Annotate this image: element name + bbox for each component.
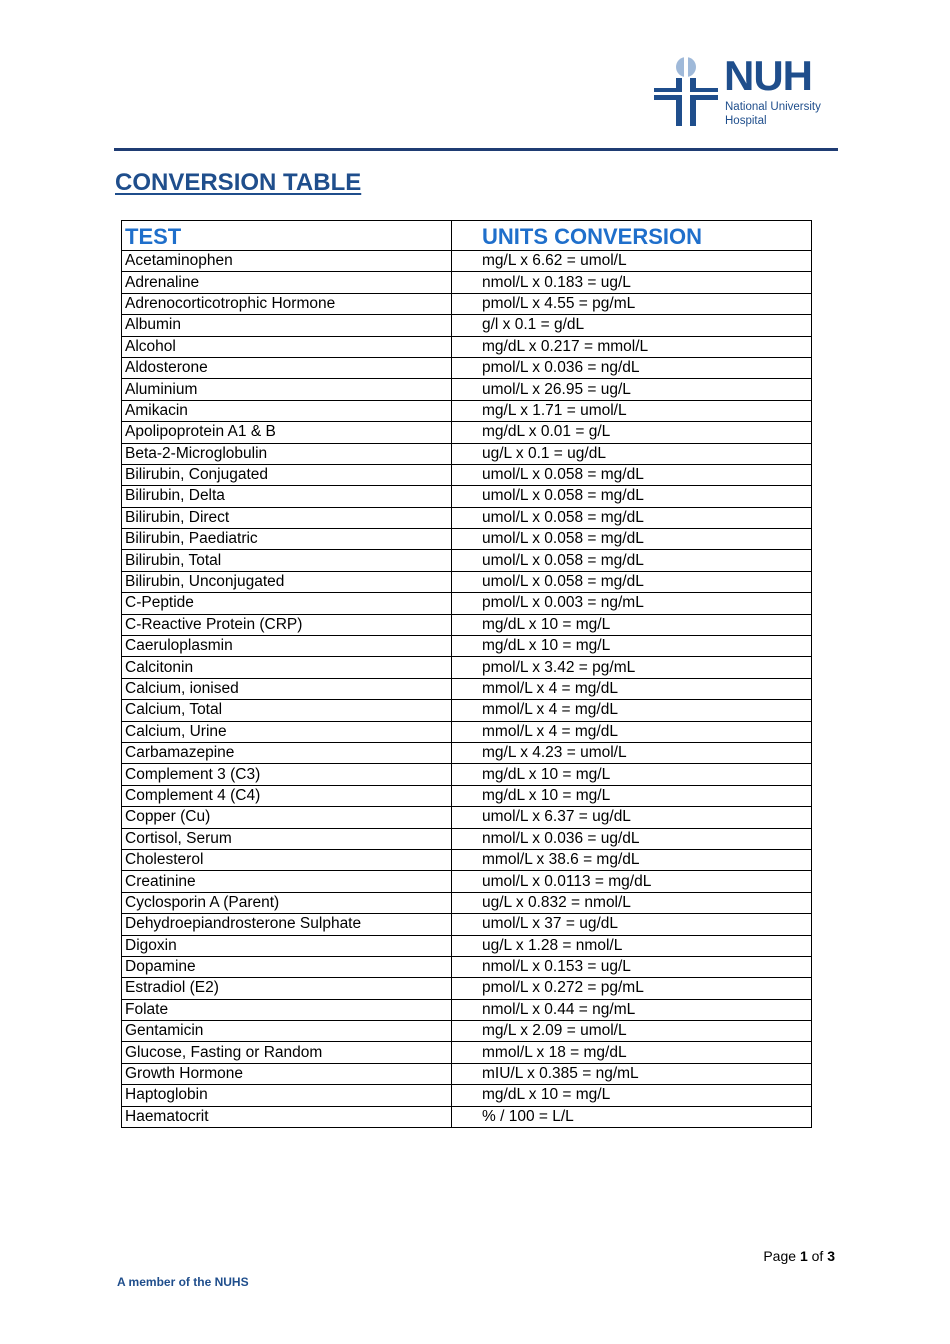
conversion-cell: umol/L x 0.058 = mg/dL (452, 550, 812, 571)
conversion-cell: % / 100 = L/L (452, 1106, 812, 1127)
test-name-cell: C-Peptide (122, 593, 452, 614)
conversion-cell: mg/L x 6.62 = umol/L (452, 251, 812, 272)
table-row (122, 486, 812, 507)
test-name-cell: Estradiol (E2) (122, 978, 452, 999)
table-row (122, 400, 812, 421)
conversion-cell: pmol/L x 0.036 = ng/dL (452, 357, 812, 378)
table-row (122, 914, 812, 935)
table-row (122, 678, 812, 699)
table-row (122, 507, 812, 528)
table-row (122, 892, 812, 913)
page-current: 1 (799, 1248, 808, 1264)
page-of: of (807, 1248, 828, 1264)
column-header-units-conversion: UNITS CONVERSION (452, 221, 812, 251)
conversion-cell: umol/L x 0.058 = mg/dL (452, 486, 812, 507)
table-row (122, 571, 812, 592)
test-name-cell: Albumin (122, 315, 452, 336)
test-name-cell: Complement 4 (C4) (122, 785, 452, 806)
conversion-cell: ug/L x 0.832 = nmol/L (452, 892, 812, 913)
test-name-cell: Complement 3 (C3) (122, 764, 452, 785)
conversion-cell: umol/L x 0.058 = mg/dL (452, 529, 812, 550)
table-row (122, 550, 812, 571)
test-name-cell: Bilirubin, Direct (122, 507, 452, 528)
table-body (122, 251, 812, 1128)
test-name-cell: Haematocrit (122, 1106, 452, 1127)
table-row (122, 807, 812, 828)
conversion-cell: mg/dL x 0.01 = g/L (452, 422, 812, 443)
page-title: CONVERSION TABLE (115, 169, 362, 196)
conversion-cell: mmol/L x 18 = mg/dL (452, 1042, 812, 1063)
test-name-cell: Calcium, Urine (122, 721, 452, 742)
conversion-cell: umol/L x 37 = ug/dL (452, 914, 812, 935)
conversion-cell: nmol/L x 0.183 = ug/L (452, 272, 812, 293)
test-name-cell: Alcohol (122, 336, 452, 357)
table-row (122, 614, 812, 635)
conversion-cell: mg/L x 4.23 = umol/L (452, 742, 812, 763)
test-name-cell: C-Reactive Protein (CRP) (122, 614, 452, 635)
test-name-cell: Caeruloplasmin (122, 636, 452, 657)
test-name-cell: Digoxin (122, 935, 452, 956)
conversion-cell: mg/L x 1.71 = umol/L (452, 400, 812, 421)
table-row (122, 315, 812, 336)
page-number (763, 1248, 835, 1264)
conversion-cell: umol/L x 26.95 = ug/L (452, 379, 812, 400)
table-row (122, 336, 812, 357)
test-name-cell: Calcium, Total (122, 700, 452, 721)
table-row (122, 978, 812, 999)
table-row (122, 636, 812, 657)
table-row (122, 357, 812, 378)
table-row (122, 657, 812, 678)
table-row (122, 1106, 812, 1127)
test-name-cell: Adrenocorticotrophic Hormone (122, 293, 452, 314)
conversion-cell: mg/dL x 0.217 = mmol/L (452, 336, 812, 357)
test-name-cell: Creatinine (122, 871, 452, 892)
logo-subtitle-line2: Hospital (725, 115, 767, 127)
test-name-cell: Glucose, Fasting or Random (122, 1042, 452, 1063)
table-row (122, 529, 812, 550)
table-row (122, 251, 812, 272)
test-name-cell: Aluminium (122, 379, 452, 400)
conversion-cell: pmol/L x 0.003 = ng/mL (452, 593, 812, 614)
conversion-cell: umol/L x 0.058 = mg/dL (452, 464, 812, 485)
table-row (122, 1085, 812, 1106)
table-header-row (122, 221, 812, 251)
test-name-cell: Cholesterol (122, 849, 452, 870)
conversion-cell: mmol/L x 4 = mg/dL (452, 721, 812, 742)
conversion-cell: umol/L x 0.0113 = mg/dL (452, 871, 812, 892)
logo-subtitle-line1: National University (725, 101, 821, 113)
table-row (122, 1021, 812, 1042)
test-name-cell: Apolipoprotein A1 & B (122, 422, 452, 443)
table-row (122, 785, 812, 806)
test-name-cell: Growth Hormone (122, 1063, 452, 1084)
table-row (122, 379, 812, 400)
conversion-cell: nmol/L x 0.44 = ng/mL (452, 999, 812, 1020)
conversion-cell: mg/dL x 10 = mg/L (452, 614, 812, 635)
conversion-cell: mg/L x 2.09 = umol/L (452, 1021, 812, 1042)
logo-wordmark: NUH (724, 52, 812, 99)
table-row (122, 464, 812, 485)
table-row (122, 1063, 812, 1084)
test-name-cell: Cortisol, Serum (122, 828, 452, 849)
conversion-cell: pmol/L x 4.55 = pg/mL (452, 293, 812, 314)
conversion-cell: umol/L x 6.37 = ug/dL (452, 807, 812, 828)
test-name-cell: Amikacin (122, 400, 452, 421)
table-row (122, 849, 812, 870)
logo-subtitle (725, 100, 821, 128)
table-row (122, 593, 812, 614)
conversion-cell: g/l x 0.1 = g/dL (452, 315, 812, 336)
test-name-cell: Cyclosporin A (Parent) (122, 892, 452, 913)
page-prefix: Page (763, 1248, 800, 1264)
conversion-cell: pmol/L x 3.42 = pg/mL (452, 657, 812, 678)
test-name-cell: Adrenaline (122, 272, 452, 293)
nuh-logo (652, 52, 842, 128)
test-name-cell: Aldosterone (122, 357, 452, 378)
table-row (122, 293, 812, 314)
table-row (122, 443, 812, 464)
conversion-cell: mg/dL x 10 = mg/L (452, 764, 812, 785)
conversion-cell: umol/L x 0.058 = mg/dL (452, 571, 812, 592)
table-row (122, 721, 812, 742)
conversion-cell: nmol/L x 0.036 = ug/dL (452, 828, 812, 849)
test-name-cell: Acetaminophen (122, 251, 452, 272)
conversion-cell: pmol/L x 0.272 = pg/mL (452, 978, 812, 999)
conversion-cell: mg/dL x 10 = mg/L (452, 785, 812, 806)
test-name-cell: Haptoglobin (122, 1085, 452, 1106)
test-name-cell: Folate (122, 999, 452, 1020)
table-row (122, 828, 812, 849)
page-total: 3 (827, 1248, 835, 1264)
conversion-cell: umol/L x 0.058 = mg/dL (452, 507, 812, 528)
table-row (122, 422, 812, 443)
conversion-cell: ug/L x 1.28 = nmol/L (452, 935, 812, 956)
conversion-cell: mIU/L x 0.385 = ng/mL (452, 1063, 812, 1084)
test-name-cell: Gentamicin (122, 1021, 452, 1042)
footer-member-text: A member of the NUHS (117, 1275, 249, 1289)
test-name-cell: Dopamine (122, 956, 452, 977)
header-rule (114, 148, 838, 151)
conversion-cell: mmol/L x 38.6 = mg/dL (452, 849, 812, 870)
conversion-cell: mg/dL x 10 = mg/L (452, 1085, 812, 1106)
conversion-cell: nmol/L x 0.153 = ug/L (452, 956, 812, 977)
test-name-cell: Bilirubin, Unconjugated (122, 571, 452, 592)
table-row (122, 764, 812, 785)
column-header-test: TEST (122, 221, 452, 251)
test-name-cell: Carbamazepine (122, 742, 452, 763)
table-row (122, 935, 812, 956)
test-name-cell: Calcium, ionised (122, 678, 452, 699)
conversion-cell: mmol/L x 4 = mg/dL (452, 700, 812, 721)
table-row (122, 999, 812, 1020)
test-name-cell: Calcitonin (122, 657, 452, 678)
table-row (122, 1042, 812, 1063)
conversion-cell: mg/dL x 10 = mg/L (452, 636, 812, 657)
table-row (122, 272, 812, 293)
test-name-cell: Bilirubin, Delta (122, 486, 452, 507)
table-row (122, 871, 812, 892)
test-name-cell: Dehydroepiandrosterone Sulphate (122, 914, 452, 935)
test-name-cell: Beta-2-Microglobulin (122, 443, 452, 464)
table-row (122, 956, 812, 977)
test-name-cell: Bilirubin, Total (122, 550, 452, 571)
hospital-cross-icon (652, 56, 720, 126)
test-name-cell: Bilirubin, Paediatric (122, 529, 452, 550)
table-row (122, 742, 812, 763)
conversion-table (121, 220, 812, 1128)
table-row (122, 700, 812, 721)
test-name-cell: Copper (Cu) (122, 807, 452, 828)
conversion-cell: ug/L x 0.1 = ug/dL (452, 443, 812, 464)
test-name-cell: Bilirubin, Conjugated (122, 464, 452, 485)
conversion-cell: mmol/L x 4 = mg/dL (452, 678, 812, 699)
